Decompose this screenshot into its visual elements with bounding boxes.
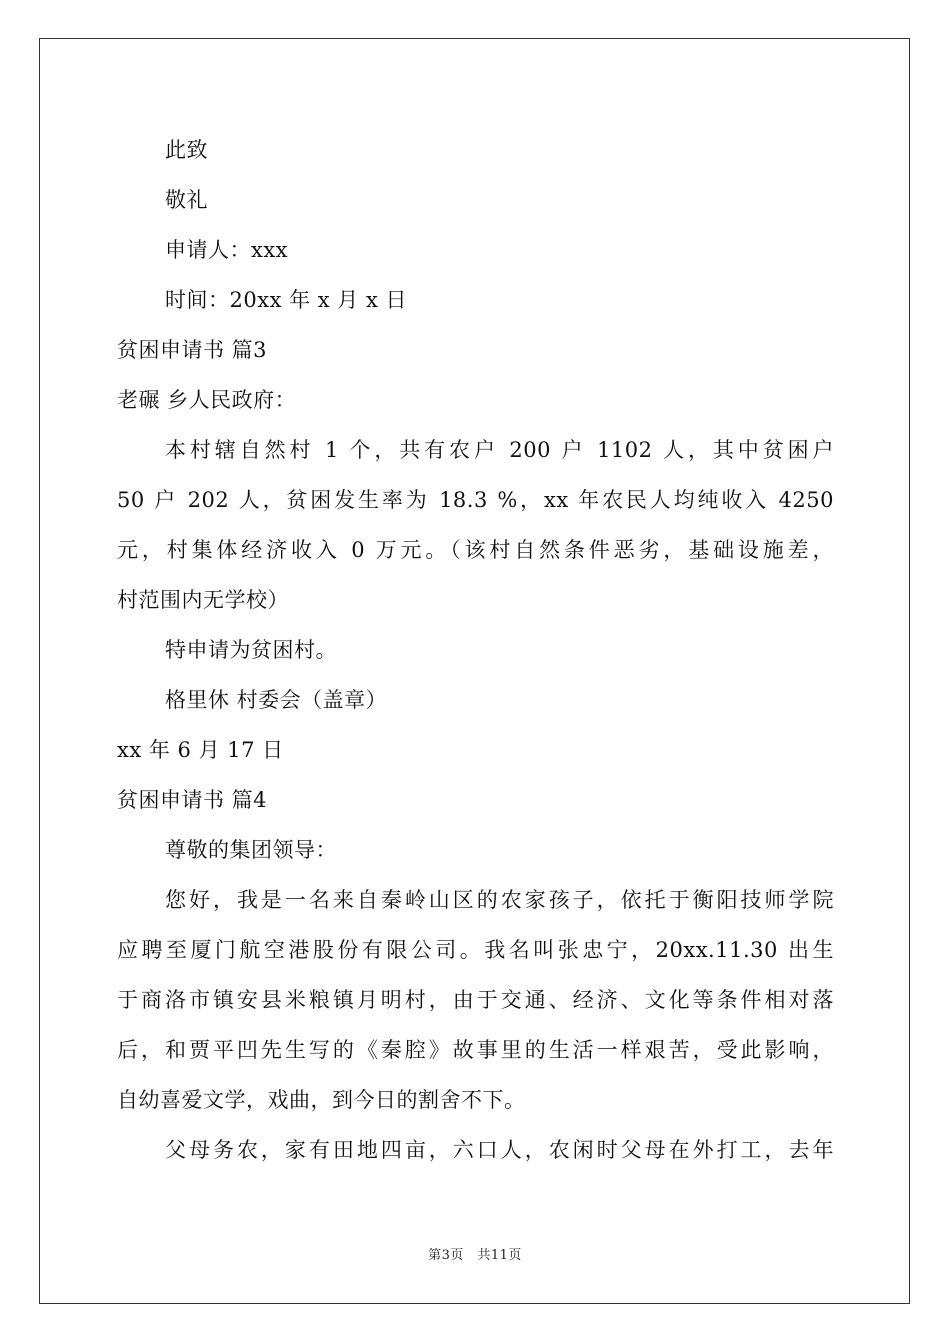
paragraph-line: 父母务农，家有田地四亩，六口人，农闲时父母在外打工，去年	[165, 1138, 834, 1162]
page-footer: 第3页 共11页	[428, 1248, 522, 1263]
salutation-line: 敬礼	[165, 188, 208, 212]
paragraph-line: 本村辖自然村 1 个，共有农户 200 户 1102 人，其中贫困户	[165, 438, 834, 462]
applicant-line: 申请人：xxx	[165, 238, 289, 262]
paragraph-line: 于商洛市镇安县米粮镇月明村，由于交通、经济、文化等条件相对落	[117, 988, 834, 1012]
paragraph-line: 50 户 202 人，贫困发生率为 18.3 %，xx 年农民人均纯收入 4250	[117, 488, 834, 512]
closing-line: 此致	[165, 138, 208, 162]
request-line: 特申请为贫困村。	[165, 638, 337, 662]
section-heading-4: 贫困申请书 篇4	[117, 788, 268, 812]
paragraph-line: 村范围内无学校）	[117, 588, 289, 612]
page-border	[39, 38, 910, 1304]
date-line: 时间：20xx 年 x 月 x 日	[165, 288, 407, 312]
paragraph-line: 您好，我是一名来自秦岭山区的农家孩子，依托于衡阳技师学院	[165, 888, 834, 912]
paragraph-line: 自幼喜爱文学，戏曲，到今日的割舍不下。	[117, 1088, 526, 1112]
greeting-line: 尊敬的集团领导：	[165, 838, 337, 862]
date-line: xx 年 6 月 17 日	[117, 738, 284, 762]
signature-line: 格里休 村委会（盖章）	[165, 688, 388, 712]
paragraph-line: 后，和贾平凹先生写的《秦腔》故事里的生活一样艰苦，受此影响，	[117, 1038, 834, 1062]
paragraph-line: 元，村集体经济收入 0 万元。（该村自然条件恶劣，基础设施差，	[117, 538, 834, 562]
paragraph-line: 应聘至厦门航空港股份有限公司。我名叫张忠宁，20xx.11.30 出生	[117, 938, 834, 962]
section-heading-3: 贫困申请书 篇3	[117, 338, 268, 362]
recipient-line: 老碾 乡人民政府：	[117, 388, 297, 412]
